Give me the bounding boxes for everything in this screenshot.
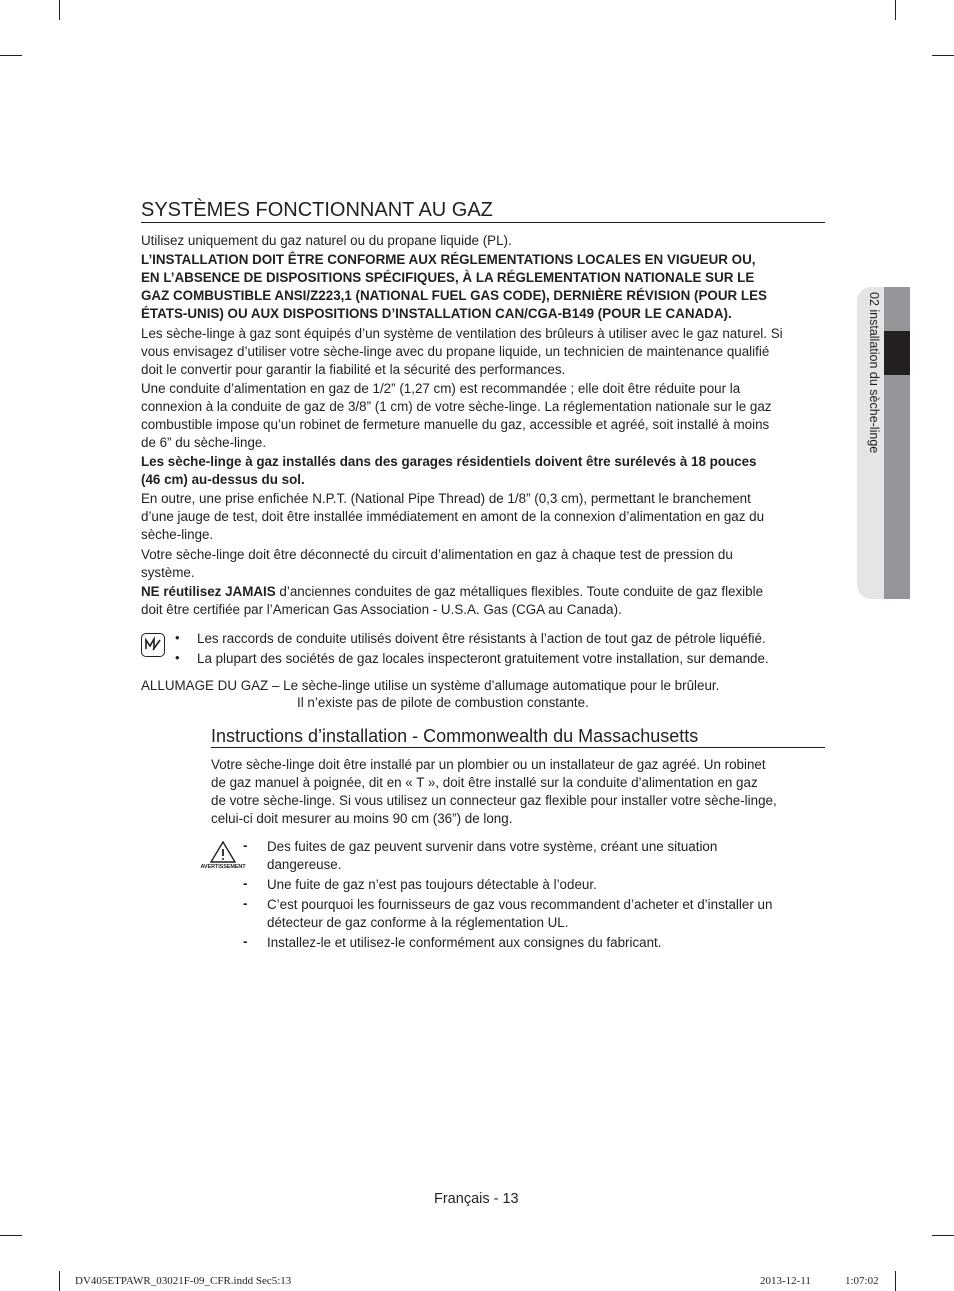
paragraph-text: – Le sèche-linge utilise un système d’allumage automatique pour le brûleur. [268, 678, 720, 693]
note-item: Les raccords de conduite utilisés doivent être résistants à l’action de tout gaz de pétrole liquéfié. [197, 631, 766, 646]
paragraph: d’une jauge de test, doit être installée immédiatement en amont de la connexion d’alimentation en gaz du [141, 509, 765, 524]
subsection-title: Instructions d’installation - Commonwealth du Massachusetts [211, 725, 825, 748]
bullet-icon: • [175, 630, 180, 645]
paragraph-bold: GAZ COMBUSTIBLE ANSI/Z223,1 (NATIONAL FUEL GAS CODE), DERNIÈRE RÉVISION (POUR LES [141, 288, 767, 303]
paragraph: Utilisez uniquement du gaz naturel ou du propane liquide (PL). [141, 233, 512, 248]
crop-mark [0, 55, 22, 56]
note-item: La plupart des sociétés de gaz locales inspecteront gratuitement votre installation, sur demande. [197, 651, 769, 666]
section-title: SYSTÈMES FONCTIONNANT AU GAZ [141, 198, 825, 223]
warning-item: Une fuite de gaz n’est pas toujours détectable à l’odeur. [267, 877, 597, 892]
paragraph: sèche-linge. [141, 527, 214, 542]
emphasis: NE réutilisez JAMAIS [141, 584, 276, 599]
print-date: 2013-12-11 [760, 1275, 811, 1287]
paragraph: doit le convertir pour garantir la fiabilité et la sécurité des performances. [141, 362, 566, 377]
paragraph: Il n’existe pas de pilote de combustion constante. [297, 695, 589, 710]
dash-icon: - [243, 896, 248, 911]
paragraph: combustible impose qu’un robinet de fermeture manuelle du gaz, accessible et agréé, soit installé à moins [141, 417, 770, 432]
paragraph-bold: EN L’ABSENCE DE DISPOSITIONS SPÉCIFIQUES, À LA RÉGLEMENTATION NATIONALE SUR LE [141, 270, 755, 285]
file-slug: DV405ETPAWR_03021F-09_CFR.indd Sec5:13 [75, 1275, 292, 1287]
page-number: Français - 13 [434, 1191, 519, 1207]
paragraph: En outre, une prise enfichée N.P.T. (National Pipe Thread) de 1/8” (0,3 cm), permettant le branchement [141, 491, 751, 506]
paragraph-bold: (46 cm) au-dessus du sol. [141, 472, 305, 487]
paragraph-bold: L’INSTALLATION DOIT ÊTRE CONFORME AUX RÉGLEMENTATIONS LOCALES EN VIGUEUR OU, [141, 252, 756, 267]
crop-mark [932, 55, 954, 56]
paragraph: doit être certifiée par l’American Gas Association - U.S.A. Gas (CGA au Canada). [141, 602, 622, 617]
bullet-icon: • [175, 650, 180, 665]
crop-mark [932, 1235, 954, 1236]
dash-icon: - [243, 876, 248, 891]
warning-item: C’est pourquoi les fournisseurs de gaz vous recommandent d’acheter et d’installer un [267, 897, 773, 912]
paragraph: connexion à la conduite de gaz de 3/8” (1 cm) de votre sèche-linge. La réglementation nationale sur le gaz [141, 399, 772, 414]
paragraph-text: d’anciennes conduites de gaz métalliques flexibles. Toute conduite de gaz flexible [275, 584, 764, 599]
paragraph: système. [141, 565, 195, 580]
warning-item: Installez-le et utilisez-le conformément aux consignes du fabricant. [267, 935, 662, 950]
paragraph: Votre sèche-linge doit être déconnecté du circuit d’alimentation en gaz à chaque test de pression du [141, 547, 733, 562]
paragraph: de 6” du sèche-linge. [141, 435, 267, 450]
crop-mark [59, 1271, 60, 1291]
warning-icon [200, 840, 246, 876]
paragraph: de votre sèche-linge. Si vous utilisez un connecteur gaz flexible pour installer votre sèche-linge, [211, 793, 777, 808]
dash-icon: - [243, 838, 248, 853]
chapter-tab-label: 02 installation du sèche-linge [867, 292, 881, 454]
paragraph: Les sèche-linge à gaz sont équipés d’un système de ventilation des brûleurs à utiliser avec le gaz naturel. Si [141, 326, 783, 341]
paragraph: Une conduite d’alimentation en gaz de 1/2” (1,27 cm) est recommandée ; elle doit être réduite pour la [141, 381, 741, 396]
paragraph: vous envisagez d’utiliser votre sèche-linge avec du propane liquide, un technicien de maintenance qualifié [141, 344, 770, 359]
dash-icon: - [243, 934, 248, 949]
paragraph-bold: ÉTATS-UNIS) OU AUX DISPOSITIONS D’INSTALLATION CAN/CGA-B149 (POUR LE CANADA). [141, 306, 732, 321]
paragraph-bold: Les sèche-linge à gaz installés dans des garages résidentiels doivent être surélevés à 18 pouces [141, 454, 757, 469]
crop-mark [0, 1235, 22, 1236]
chapter-marker [884, 331, 910, 375]
note-icon [141, 633, 165, 657]
ignition-label: ALLUMAGE DU GAZ [141, 678, 269, 693]
paragraph [141, 677, 831, 695]
paragraph: celui-ci doit mesurer au moins 90 cm (36”) de long. [211, 811, 513, 826]
crop-mark [895, 1271, 896, 1291]
warning-label: AVERTISSEMENT [200, 864, 246, 870]
warning-item: Des fuites de gaz peuvent survenir dans votre système, créant une situation [267, 839, 718, 854]
warning-item: dangereuse. [267, 857, 342, 872]
crop-mark [895, 0, 896, 20]
warning-item: détecteur de gaz conforme à la réglementation UL. [267, 915, 569, 930]
paragraph [141, 583, 831, 601]
paragraph: de gaz manuel à poignée, dit en « T », doit être installé sur la conduite d’alimentation en gaz [211, 775, 758, 790]
paragraph: Votre sèche-linge doit être installé par un plombier ou un installateur de gaz agréé. Un robinet [211, 757, 766, 772]
crop-mark [59, 0, 60, 20]
print-time: 1:07:02 [845, 1275, 879, 1287]
